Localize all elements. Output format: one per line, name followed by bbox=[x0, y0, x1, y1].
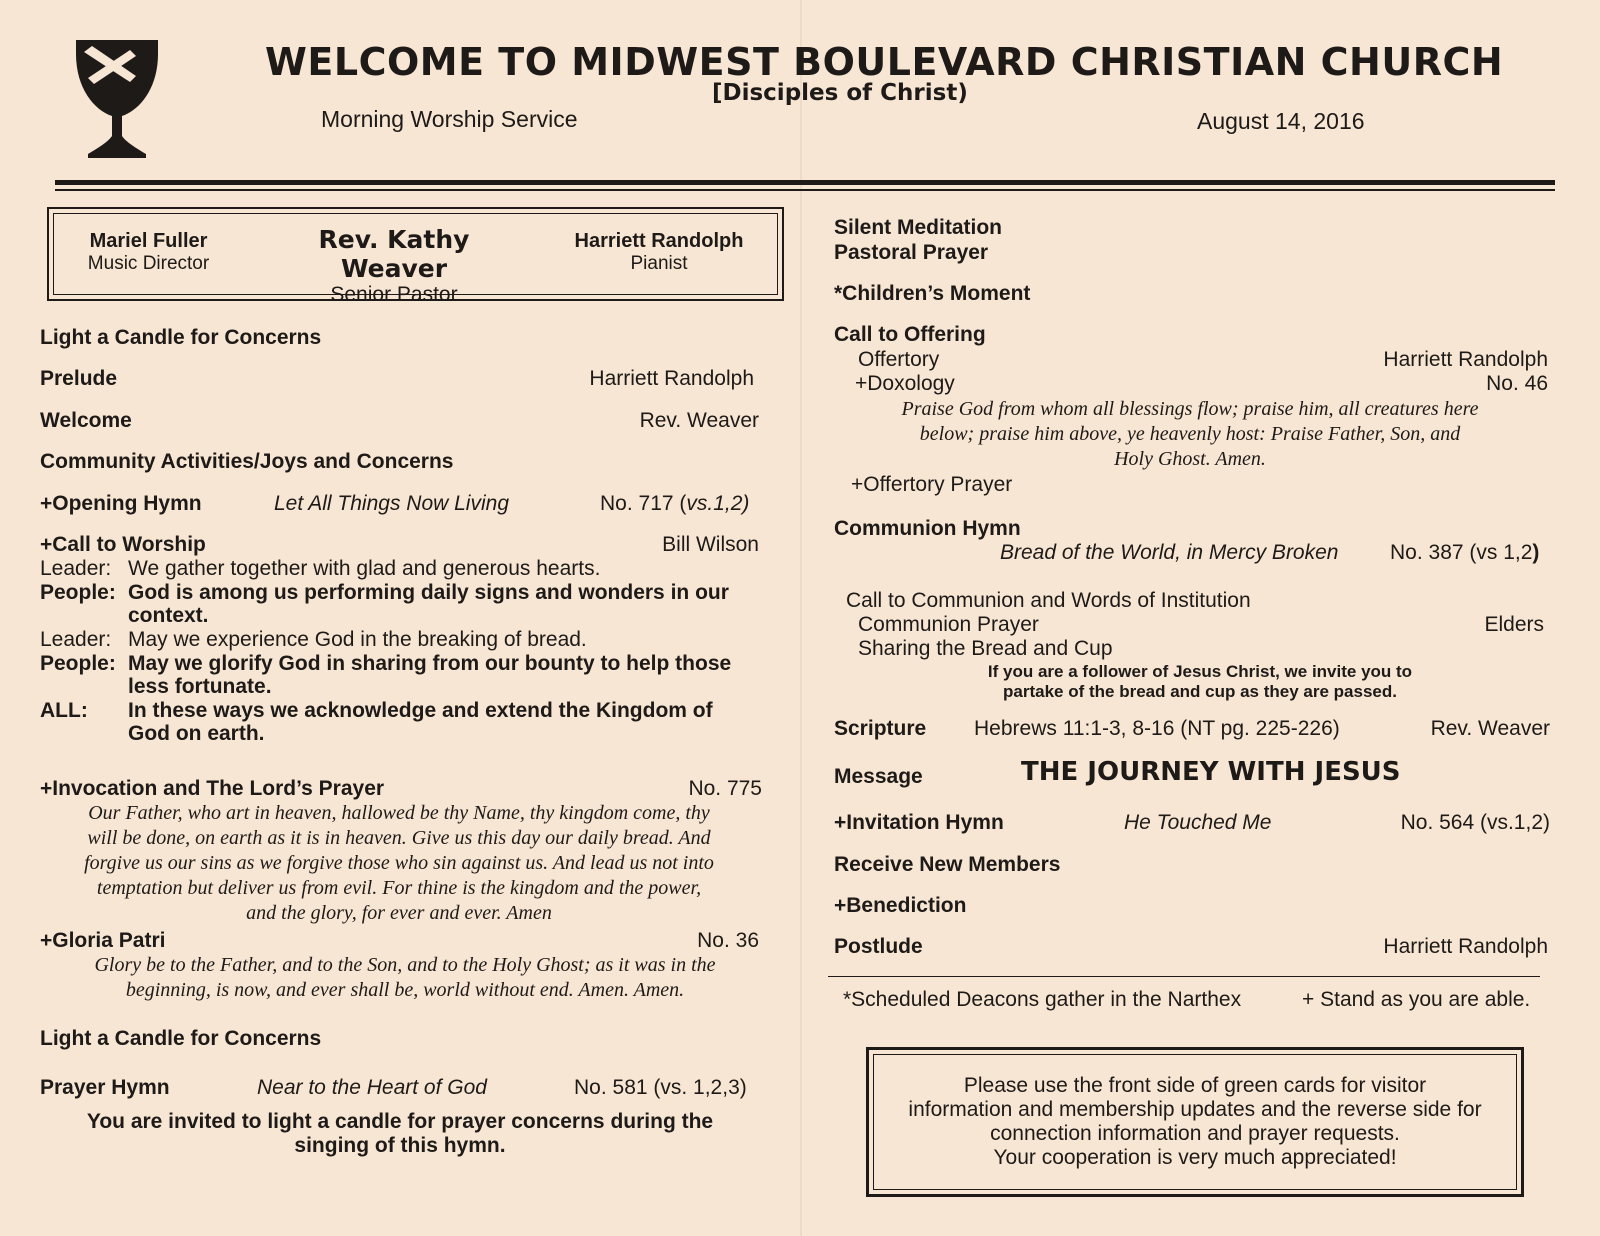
invitation-hymn-label: +Invitation Hymn bbox=[834, 811, 1004, 834]
message-label: Message bbox=[834, 765, 923, 788]
doxology-line: Holy Ghost. Amen. bbox=[1114, 448, 1266, 470]
call-to-communion: Call to Communion and Words of Institution bbox=[846, 589, 1251, 612]
info-line: connection information and prayer requests. bbox=[990, 1122, 1400, 1145]
opening-hymn-label: +Opening Hymn bbox=[40, 492, 202, 515]
follower-line: If you are a follower of Jesus Christ, we invite you to bbox=[987, 662, 1413, 681]
litany-line bbox=[40, 652, 760, 698]
litany-text: May we glorify God in sharing from our bounty to help those less fortunate. bbox=[128, 652, 732, 698]
gloria-patri-text bbox=[45, 953, 765, 1003]
info-line: Please use the front side of green cards for visitor bbox=[963, 1074, 1427, 1097]
litany-speaker: Leader: bbox=[40, 557, 112, 580]
doxology-text bbox=[850, 397, 1530, 472]
sermon-title: THE JOURNEY WITH JESUS bbox=[1021, 757, 1401, 787]
communion-prayer-leader: Elders bbox=[1484, 613, 1544, 636]
staff-pianist bbox=[554, 230, 764, 275]
doxology-number: No. 46 bbox=[1486, 372, 1548, 395]
offertory-performer: Harriett Randolph bbox=[1383, 348, 1548, 371]
welcome-row bbox=[40, 409, 759, 433]
litany-line bbox=[40, 557, 760, 580]
staff-name: Mariel Fuller bbox=[89, 230, 208, 252]
litany-text: We gather together with glad and generous hearts. bbox=[128, 557, 601, 580]
hymn-number-text: No. 717 ( bbox=[600, 492, 687, 515]
benediction: +Benediction bbox=[834, 894, 967, 917]
gloria-line: Glory be to the Father, and to the Son, and to the Holy Ghost; as it was in the bbox=[94, 954, 716, 976]
follower-invite-note bbox=[930, 662, 1470, 702]
scripture-row bbox=[834, 717, 1550, 743]
communion-hymn-row bbox=[1000, 541, 1550, 567]
gloria-patri-row bbox=[40, 929, 759, 953]
communion-prayer-label: Communion Prayer bbox=[858, 613, 1039, 636]
litany-speaker: People: bbox=[40, 581, 116, 604]
communion-hymn-number bbox=[1390, 541, 1539, 565]
prayer-line: will be done, on earth as it is in heaven. Give us this day our daily bread. And bbox=[87, 827, 711, 849]
prayer-hymn-label: Prayer Hymn bbox=[40, 1076, 170, 1099]
litany-speaker: Leader: bbox=[40, 628, 112, 651]
hymn-paren: ) bbox=[1532, 541, 1540, 564]
hymn-number-text: No. 387 (vs 1,2 bbox=[1390, 541, 1533, 564]
prelude-performer: Harriett Randolph bbox=[589, 367, 754, 390]
doxology-line: below; praise him above, ye heavenly host: Praise Father, Son, and bbox=[919, 423, 1461, 445]
prayer-hymn-title: Near to the Heart of God bbox=[257, 1076, 487, 1099]
litany-line bbox=[40, 699, 760, 745]
litany-line bbox=[40, 581, 760, 627]
prayer-line: and the glory, for ever and ever. Amen bbox=[246, 902, 552, 924]
invitation-hymn-title: He Touched Me bbox=[1124, 811, 1272, 834]
offertory-label: Offertory bbox=[858, 348, 940, 371]
opening-hymn-row bbox=[40, 492, 764, 518]
call-to-offering: Call to Offering bbox=[834, 323, 986, 346]
prayer-hymn-row bbox=[40, 1076, 764, 1102]
receive-new-members: Receive New Members bbox=[834, 853, 1061, 876]
candle-invite-note bbox=[40, 1110, 760, 1158]
info-line: Your cooperation is very much appreciated! bbox=[993, 1146, 1397, 1169]
info-line: information and membership updates and the reverse side for bbox=[908, 1098, 1482, 1121]
prayer-line: forgive us our sins as we forgive those who sin against us. And lead us not into bbox=[84, 852, 714, 874]
staff-role: Senior Pastor bbox=[330, 283, 458, 306]
invocation-number: No. 775 bbox=[688, 777, 762, 800]
doxology-line: Praise God from whom all blessings flow; praise him, all creatures here bbox=[901, 398, 1479, 420]
litany-text: In these ways we acknowledge and extend the Kingdom of God on earth. bbox=[128, 699, 713, 745]
welcome-leader: Rev. Weaver bbox=[639, 409, 759, 432]
staff-name: Rev. Kathy Weaver bbox=[318, 225, 470, 283]
postlude-performer: Harriett Randolph bbox=[1383, 935, 1548, 958]
denomination-subtitle: [Disciples of Christ) bbox=[712, 80, 968, 106]
communion-prayer-row bbox=[858, 613, 1544, 637]
church-title: WELCOME TO MIDWEST BOULEVARD CHRISTIAN CHURCH bbox=[265, 40, 1504, 84]
prelude-label: Prelude bbox=[40, 367, 118, 390]
candle-concerns-2: Light a Candle for Concerns bbox=[40, 1027, 322, 1050]
litany-speaker: ALL: bbox=[40, 699, 88, 722]
call-to-worship-label: +Call to Worship bbox=[40, 533, 206, 556]
postlude-label: Postlude bbox=[834, 935, 923, 958]
footnote-deacons: *Scheduled Deacons gather in the Narthex bbox=[843, 988, 1242, 1011]
call-to-worship-row bbox=[40, 533, 759, 557]
candle-concerns-1: Light a Candle for Concerns bbox=[40, 326, 322, 349]
doxology-label: +Doxology bbox=[855, 372, 955, 395]
offertory-row bbox=[858, 348, 1548, 372]
scripture-label: Scripture bbox=[834, 717, 927, 740]
opening-hymn-number bbox=[600, 492, 749, 516]
invite-line: singing of this hymn. bbox=[294, 1134, 506, 1157]
call-to-worship-leader: Bill Wilson bbox=[662, 533, 759, 556]
service-name: Morning Worship Service bbox=[321, 106, 578, 132]
postlude-row bbox=[834, 935, 1548, 959]
page-fold bbox=[800, 0, 802, 1236]
childrens-moment: *Children’s Moment bbox=[834, 282, 1031, 305]
follower-line: partake of the bread and cup as they are passed. bbox=[1003, 682, 1397, 701]
pastoral-prayer: Pastoral Prayer bbox=[834, 241, 989, 264]
litany-text: God is among us performing daily signs and wonders in our context. bbox=[128, 581, 729, 627]
litany-text: May we experience God in the breaking of bread. bbox=[128, 628, 587, 651]
sharing-bread-cup: Sharing the Bread and Cup bbox=[858, 637, 1113, 660]
community-activities: Community Activities/Joys and Concerns bbox=[40, 450, 454, 473]
staff-music-director bbox=[66, 230, 231, 275]
communion-hymn-title: Bread of the World, in Mercy Broken bbox=[1000, 541, 1339, 564]
staff-senior-pastor bbox=[264, 225, 524, 307]
staff-box bbox=[47, 207, 784, 306]
staff-name: Harriett Randolph bbox=[574, 230, 744, 252]
communion-hymn-label: Communion Hymn bbox=[834, 517, 1021, 540]
silent-meditation: Silent Meditation bbox=[834, 216, 1002, 239]
green-card-info-box bbox=[866, 1047, 1524, 1197]
prayer-line: temptation but deliver us from evil. For thine is the kingdom and the power, bbox=[96, 877, 702, 899]
scripture-reference: Hebrews 11:1-3, 8-16 (NT pg. 225-226) bbox=[974, 717, 1340, 740]
staff-role: Music Director bbox=[87, 253, 210, 274]
header-rule-thin bbox=[55, 189, 1555, 191]
opening-hymn-title: Let All Things Now Living bbox=[274, 492, 509, 515]
invitation-hymn-number: No. 564 (vs.1,2) bbox=[1400, 811, 1550, 834]
invocation-label: +Invocation and The Lord’s Prayer bbox=[40, 777, 385, 800]
prayer-line: Our Father, who art in heaven, hallowed be thy Name, thy kingdom come, thy bbox=[88, 802, 710, 824]
footnote-separator bbox=[828, 976, 1540, 977]
chalice-logo-icon bbox=[74, 38, 160, 160]
hymn-verses: vs.1,2) bbox=[686, 492, 750, 515]
prelude-row bbox=[40, 367, 754, 391]
litany-speaker: People: bbox=[40, 652, 116, 675]
gloria-line: beginning, is now, and ever shall be, world without end. Amen. Amen. bbox=[125, 979, 685, 1001]
doxology-row bbox=[855, 372, 1548, 396]
litany-line bbox=[40, 628, 760, 651]
staff-role: Pianist bbox=[630, 253, 688, 274]
footnote-stand: + Stand as you are able. bbox=[1302, 988, 1531, 1011]
lords-prayer-text bbox=[35, 801, 763, 926]
welcome-label: Welcome bbox=[40, 409, 132, 432]
gloria-patri-number: No. 36 bbox=[697, 929, 759, 952]
invite-line: You are invited to light a candle for prayer concerns during the bbox=[86, 1110, 714, 1133]
scripture-reader: Rev. Weaver bbox=[1430, 717, 1550, 740]
header-rule bbox=[55, 180, 1555, 185]
gloria-patri-label: +Gloria Patri bbox=[40, 929, 166, 952]
offertory-prayer: +Offertory Prayer bbox=[851, 473, 1013, 496]
prayer-hymn-number: No. 581 (vs. 1,2,3) bbox=[574, 1076, 747, 1099]
invitation-hymn-row bbox=[834, 811, 1550, 837]
service-date: August 14, 2016 bbox=[1197, 108, 1365, 134]
invocation-row bbox=[40, 777, 762, 801]
